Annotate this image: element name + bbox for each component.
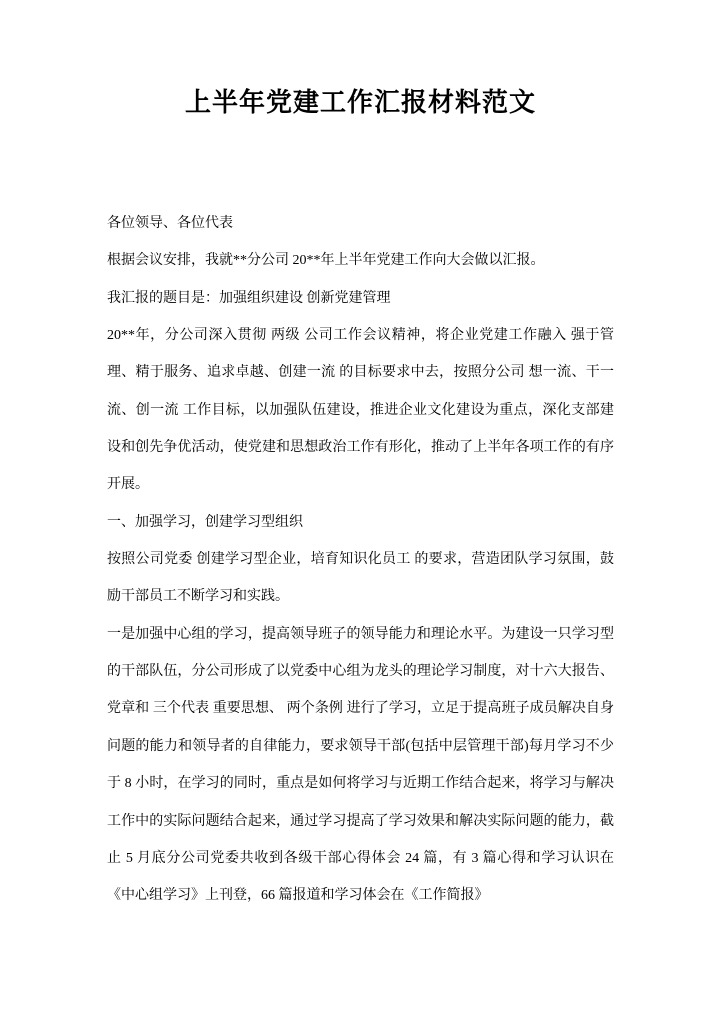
paragraph: 20**年，分公司深入贯彻 两级 公司工作会议精神，将企业党建工作融入 强于管理、精于服务、追求卓越、创建一流 的目标要求中去，按照分公司 想一流、干一流、创一流 工作目标，以加强队伍建设，推进企业文化建设为重点，深化支部建设和创先争优活动，使党建和思想政治工作有形化，推动了上半年各项工作的有序开展。 <box>107 328 614 493</box>
paragraph: 按照公司党委 创建学习型企业，培育知识化员工 的要求，营造团队学习氛围，鼓励干部员工不断学习和实践。 <box>107 552 614 605</box>
paragraph: 一是加强中心组的学习，提高领导班子的领导能力和理论水平。为建设一只学习型的干部队伍，分公司形成了以党委中心组为龙头的理论学习制度，对十六大报告、党章和 三个代表 重要思想、 两个条例 进行了学习，立足于提高班子成员解决自身问题的能力和领导者的自律能力，要求领导干部(包括中层管理干部)每月学习不少于 8 小时，在学习的同时，重点是如何将学习与近期工作结合起来，将学习与解决工作中的实际问题结合起来，通过学习提高了学习效果和解决实际问题的能力，截止 5 月底分公司党委共收到各级干部心得体会 24 篇，有 3 篇心得和学习认识在《中心组学习》上刊登，66 篇报道和学习体会在《工作简报》 <box>107 626 614 904</box>
paragraph: 各位领导、各位代表 <box>107 216 233 231</box>
document-body <box>107 205 614 915</box>
paragraph: 根据会议安排，我就**分公司 20**年上半年党建工作向大会做以汇报。 <box>107 253 545 269</box>
document-title: 上半年党建工作汇报材料范文 <box>184 88 536 117</box>
paragraph: 一、加强学习，创建学习型组织 <box>107 514 303 530</box>
paragraph: 我汇报的题目是：加强组织建设 创新党建管理 <box>107 290 391 306</box>
